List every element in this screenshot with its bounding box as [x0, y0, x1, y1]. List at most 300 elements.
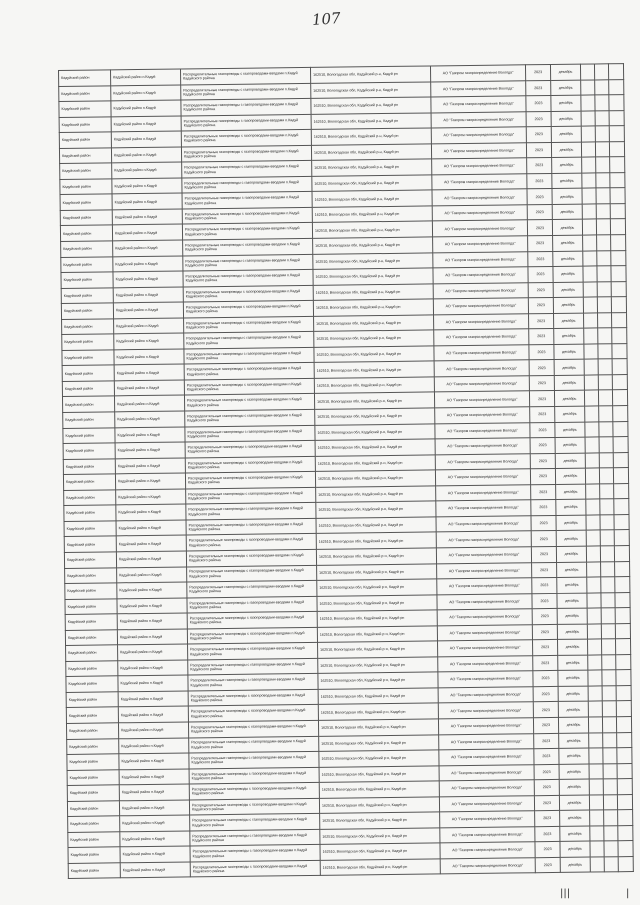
cell-empty: [583, 250, 597, 266]
cell-empty: [588, 655, 602, 671]
cell-empty: [596, 219, 610, 235]
cell-org: АО "Газпром газораспределение Вологда": [432, 220, 527, 237]
cell-year: 2023: [529, 313, 554, 329]
cell-locality: Кадуйский район п.Кадуй: [120, 815, 190, 831]
cell-org: АО "Газпром газораспределение Вологда": [435, 438, 530, 455]
cell-district: Кадуйский район: [62, 381, 114, 397]
cell-empty: [610, 188, 625, 204]
cell-month: декабрь: [558, 655, 588, 671]
cell-org: АО "Газпром газораспределение Вологда": [432, 189, 527, 206]
handwritten-page-number: 107: [311, 9, 342, 29]
cell-district: Кадуйский район: [64, 490, 116, 506]
cell-locality: Кадуйский район п.Кадуй: [117, 629, 187, 645]
cell-empty: [618, 856, 633, 872]
cell-empty: [616, 701, 631, 717]
cell-district: Кадуйский район: [59, 116, 111, 132]
cell-district: Кадуйский район: [61, 272, 113, 288]
cell-year: 2023: [530, 406, 555, 422]
cell-empty: [604, 826, 618, 842]
cell-object: Распределительные газопроводы с газопроводами-вводами п.Кадуй Кадуйского района: [182, 192, 312, 209]
cell-empty: [587, 624, 601, 640]
cell-year: 2023: [533, 655, 558, 671]
cell-empty: [597, 266, 611, 282]
cell-district: Кадуйский район: [66, 645, 118, 661]
cell-year: 2023: [533, 686, 558, 702]
cell-year: 2023: [526, 142, 551, 158]
cell-address: 162510, Вологодская обл, Кадуйский р-н, Кадуй рп: [317, 579, 437, 596]
cell-district: Кадуйский район: [62, 396, 114, 412]
cell-locality: Кадуйский район п.Кадуй: [115, 458, 185, 474]
cell-year: 2023: [534, 748, 559, 764]
cell-org: АО "Газпром газораспределение Вологда": [440, 842, 535, 859]
cell-month: декабрь: [554, 313, 584, 329]
cell-object: Распределительные газопроводы с газопроводами-вводами п.Кадуй Кадуйского района: [182, 207, 312, 224]
cell-district: Кадуйский район: [62, 319, 114, 335]
cell-month: декабрь: [560, 857, 590, 873]
cell-org: АО "Газпром газораспределение Вологда": [434, 360, 529, 377]
cell-empty: [598, 359, 612, 375]
cell-address: 162510, Вологодская обл, Кадуйский р-н, Кадуй рп: [318, 719, 438, 736]
cell-empty: [597, 297, 611, 313]
cell-locality: Кадуйский район п.Кадуй: [116, 520, 186, 536]
cell-object: Распределительные газопроводы с газопроводами-вводами п.Кадуй Кадуйского района: [187, 596, 317, 613]
cell-object: Распределительные газопроводы с газопроводами-вводами п.Кадуй Кадуйского района: [185, 472, 315, 489]
cell-object: Распределительные газопроводы с газопроводами-вводами п.Кадуй Кадуйского района: [190, 860, 320, 877]
cell-month: декабрь: [557, 608, 587, 624]
cell-locality: Кадуйский район п.Кадуй: [115, 473, 185, 489]
cell-org: АО "Газпром газораспределение Вологда": [438, 671, 533, 688]
cell-locality: Кадуйский район п.Кадуй: [111, 147, 181, 163]
cell-empty: [588, 670, 602, 686]
cell-empty: [586, 484, 600, 500]
cell-object: Распределительные газопроводы с газопроводами-вводами п.Кадуй Кадуйского района: [182, 161, 312, 178]
cell-month: декабрь: [553, 282, 583, 298]
cell-empty: [612, 390, 627, 406]
cell-object: Распределительные газопроводы с газопроводами-вводами п.Кадуй Кадуйского района: [188, 643, 318, 660]
cell-empty: [610, 204, 625, 220]
cell-locality: Кадуйский район п.Кадуй: [113, 271, 183, 287]
cell-locality: Кадуйский район п.Кадуй: [111, 85, 181, 101]
cell-locality: Кадуйский район п.Кадуй: [113, 240, 183, 256]
cell-empty: [611, 250, 626, 266]
cell-empty: [590, 826, 604, 842]
cell-empty: [581, 95, 595, 111]
cell-object: Распределительные газопроводы с газопроводами-вводами п.Кадуй Кадуйского района: [186, 534, 316, 551]
cell-org: АО "Газпром газораспределение Вологда": [440, 811, 535, 828]
cell-locality: Кадуйский район п.Кадуй: [119, 800, 189, 816]
cell-month: декабрь: [552, 204, 582, 220]
cell-year: 2023: [535, 842, 560, 858]
cell-month: декабрь: [554, 359, 584, 375]
cell-locality: Кадуйский район п.Кадуй: [112, 193, 182, 209]
cell-year: 2023: [532, 640, 557, 656]
cell-month: декабрь: [555, 406, 585, 422]
cell-district: Кадуйский район: [68, 832, 120, 848]
cell-month: декабрь: [551, 95, 581, 111]
cell-empty: [587, 577, 601, 593]
cell-org: АО "Газпром газораспределение Вологда": [436, 485, 531, 502]
cell-org: АО "Газпром газораспределение Вологда": [431, 80, 526, 97]
cell-empty: [604, 841, 618, 857]
cell-empty: [612, 328, 627, 344]
cell-month: декабрь: [558, 670, 588, 686]
cell-empty: [582, 157, 596, 173]
cell-object: Распределительные газопроводы с газопроводами-вводами п.Кадуй Кадуйского района: [188, 705, 318, 722]
cell-object: Распределительные газопроводы с газопроводами-вводами п.Кадуй Кадуйского района: [181, 145, 311, 162]
cell-org: АО "Газпром газораспределение Вологда": [433, 298, 528, 315]
cell-object: Распределительные газопроводы с газопроводами-вводами п.Кадуй Кадуйского района: [186, 487, 316, 504]
cell-object: Распределительные газопроводы с газопроводами-вводами п.Кадуй Кадуйского района: [184, 394, 314, 411]
cell-year: 2023: [526, 111, 551, 127]
cell-object: Распределительные газопроводы с газопроводами-вводами п.Кадуй Кадуйского района: [184, 363, 314, 380]
cell-empty: [580, 64, 594, 80]
cell-month: декабрь: [560, 841, 590, 857]
cell-empty: [584, 390, 598, 406]
cell-empty: [603, 748, 617, 764]
cell-object: Распределительные газопроводы с газопроводами-вводами п.Кадуй Кадуйского района: [183, 285, 313, 302]
cell-address: 162510, Вологодская обл, Кадуйский р-н, Кадуй рп: [310, 66, 430, 83]
cell-empty: [618, 841, 633, 857]
cell-district: Кадуйский район: [65, 614, 117, 630]
cell-object: Распределительные газопроводы с газопроводами-вводами п.Кадуй Кадуйского района: [183, 301, 313, 318]
cell-year: 2023: [532, 609, 557, 625]
cell-empty: [616, 654, 631, 670]
cell-locality: Кадуйский район п.Кадуй: [118, 644, 188, 660]
cell-district: Кадуйский район: [67, 754, 119, 770]
cell-locality: Кадуйский район п.Кадуй: [111, 116, 181, 132]
cell-empty: [589, 764, 603, 780]
cell-district: Кадуйский район: [67, 769, 119, 785]
cell-year: 2023: [532, 624, 557, 640]
cell-district: Кадуйский район: [66, 676, 118, 692]
cell-district: Кадуйский район: [65, 630, 117, 646]
cell-org: АО "Газпром газораспределение Вологда": [436, 531, 531, 548]
cell-month: декабрь: [557, 593, 587, 609]
cell-object: Распределительные газопроводы с газопроводами-вводами п.Кадуй Кадуйского района: [186, 518, 316, 535]
cell-year: 2023: [531, 515, 556, 531]
cell-address: 162510, Вологодская обл, Кадуйский р-н, Кадуй рп: [315, 439, 435, 456]
cell-month: декабрь: [551, 111, 581, 127]
cell-empty: [597, 250, 611, 266]
cell-month: декабрь: [559, 748, 589, 764]
cell-district: Кадуйский район: [64, 536, 116, 552]
cell-object: Распределительные газопроводы с газопроводами-вводами п.Кадуй Кадуйского района: [184, 347, 314, 364]
cell-district: Кадуйский район: [63, 474, 115, 490]
cell-empty: [615, 608, 630, 624]
cell-year: 2023: [533, 671, 558, 687]
cell-object: Распределительные газопроводы с газопроводами-вводами п.Кадуй Кадуйского района: [190, 814, 320, 831]
cell-address: 162510, Вологодская обл, Кадуйский р-н, Кадуй рп: [311, 113, 431, 130]
cell-month: декабрь: [557, 639, 587, 655]
cell-empty: [590, 857, 604, 873]
cell-year: 2023: [530, 453, 555, 469]
cell-year: 2023: [532, 593, 557, 609]
gas-network-table: [58, 63, 634, 879]
cell-month: декабрь: [556, 546, 586, 562]
cell-month: декабрь: [551, 142, 581, 158]
cell-empty: [603, 779, 617, 795]
cell-address: 162510, Вологодская обл, Кадуйский р-н, Кадуй рп: [317, 595, 437, 612]
cell-empty: [585, 421, 599, 437]
cell-district: Кадуйский район: [68, 816, 120, 832]
cell-empty: [603, 732, 617, 748]
cell-district: Кадуйский район: [66, 692, 118, 708]
cell-month: декабрь: [557, 577, 587, 593]
cell-year: 2023: [528, 267, 553, 283]
cell-empty: [581, 142, 595, 158]
document-table-sheet: [58, 63, 632, 874]
cell-empty: [609, 95, 624, 111]
cell-empty: [600, 484, 614, 500]
cell-empty: [601, 608, 615, 624]
cell-object: Распределительные газопроводы с газопроводами-вводами п.Кадуй Кадуйского района: [188, 720, 318, 737]
cell-org: АО "Газпром газораспределение Вологда": [438, 687, 533, 704]
cell-object: Распределительные газопроводы с газопроводами-вводами п.Кадуй Кадуйского района: [184, 332, 314, 349]
cell-locality: Кадуйский район п.Кадуй: [115, 442, 185, 458]
cell-month: декабрь: [555, 437, 585, 453]
cell-year: 2023: [526, 80, 551, 96]
cell-org: АО "Газпром газораспределение Вологда": [439, 764, 534, 781]
cell-locality: Кадуйский район п.Кадуй: [112, 224, 182, 240]
cell-address: 162510, Вологодская обл, Кадуйский р-н, Кадуй рп: [314, 377, 434, 394]
cell-empty: [595, 142, 609, 158]
cell-empty: [585, 437, 599, 453]
cell-locality: Кадуйский район п.Кадуй: [113, 302, 183, 318]
cell-empty: [581, 111, 595, 127]
cell-month: декабрь: [553, 297, 583, 313]
cell-org: АО "Газпром газораспределение Вологда": [433, 267, 528, 284]
cell-empty: [582, 204, 596, 220]
cell-address: 162510, Вологодская обл, Кадуйский р-н, Кадуй рп: [316, 517, 436, 534]
cell-empty: [586, 546, 600, 562]
cell-month: декабрь: [559, 764, 589, 780]
cell-locality: Кадуйский район п.Кадуй: [119, 769, 189, 785]
cell-empty: [604, 857, 618, 873]
cell-address: 162510, Вологодская обл, Кадуйский р-н, Кадуй рп: [319, 781, 439, 798]
cell-address: 162510, Вологодская обл, Кадуйский р-н, Кадуй рп: [315, 424, 435, 441]
cell-year: 2023: [533, 717, 558, 733]
cell-locality: Кадуйский район п.Кадуй: [113, 256, 183, 272]
cell-locality: Кадуйский район п.Кадуй: [111, 131, 181, 147]
cell-empty: [616, 685, 631, 701]
cell-empty: [601, 577, 615, 593]
cell-org: АО "Газпром газораспределение Вологда": [433, 282, 528, 299]
cell-object: Распределительные газопроводы с газопроводами-вводами п.Кадуй Кадуйского района: [181, 114, 311, 131]
cell-year: 2023: [533, 702, 558, 718]
cell-year: 2023: [530, 422, 555, 438]
cell-empty: [601, 592, 615, 608]
cell-empty: [615, 623, 630, 639]
cell-org: АО "Газпром газораспределение Вологда": [431, 96, 526, 113]
cell-object: Распределительные газопроводы с газопроводами-вводами п.Кадуй Кадуйского района: [182, 223, 312, 240]
cell-org: АО "Газпром газораспределение Вологда": [432, 174, 527, 191]
cell-month: декабрь: [554, 344, 584, 360]
cell-object: Распределительные газопроводы с газопроводами-вводами п.Кадуй Кадуйского района: [185, 425, 315, 442]
cell-empty: [589, 732, 603, 748]
cell-district: Кадуйский район: [61, 241, 113, 257]
cell-object: Распределительные газопроводы с газопроводами-вводами п.Кадуй Кадуйского района: [189, 767, 319, 784]
cell-org: АО "Газпром газораспределение Вологда": [438, 640, 533, 657]
cell-address: 162510, Вологодская обл, Кадуйский р-н, Кадуй рп: [320, 812, 440, 829]
cell-address: 162510, Вологодская обл, Кадуйский р-н, Кадуй рп: [319, 750, 439, 767]
cell-district: Кадуйский район: [67, 801, 119, 817]
cell-empty: [594, 64, 608, 80]
cell-district: Кадуйский район: [61, 303, 113, 319]
cell-year: 2023: [535, 811, 560, 827]
cell-empty: [614, 530, 629, 546]
cell-address: 162510, Вологодская обл, Кадуйский р-н, Кадуй рп: [320, 859, 440, 876]
cell-empty: [613, 406, 628, 422]
cell-org: АО "Газпром газораспределение Вологда": [438, 656, 533, 673]
cell-address: 162510, Вологодская обл, Кадуйский р-н, Кадуй рп: [312, 190, 432, 207]
cell-org: АО "Газпром газораспределение Вологда": [436, 500, 531, 517]
cell-address: 162510, Вологодская обл, Кадуйский р-н, Кадуй рп: [313, 237, 433, 254]
cell-district: Кадуйский район: [60, 179, 112, 195]
cell-object: Распределительные газопроводы с газопроводами-вводами п.Кадуй Кадуйского района: [181, 83, 311, 100]
cell-address: 162510, Вологодская обл, Кадуйский р-н, Кадуй рп: [315, 455, 435, 472]
cell-year: 2023: [529, 344, 554, 360]
cell-month: декабрь: [558, 717, 588, 733]
cell-district: Кадуйский район: [66, 661, 118, 677]
cell-address: 162510, Вологодская обл, Кадуйский р-н, Кадуй рп: [317, 626, 437, 643]
cell-empty: [598, 313, 612, 329]
cell-district: Кадуйский район: [59, 70, 111, 86]
cell-district: Кадуйский район: [67, 738, 119, 754]
cell-locality: Кадуйский район п.Кадуй: [119, 753, 189, 769]
cell-district: Кадуйский район: [59, 85, 111, 101]
cell-locality: Кадуйский район п.Кадуй: [114, 318, 184, 334]
cell-empty: [612, 375, 627, 391]
cell-locality: Кадуйский район п.Кадуй: [112, 162, 182, 178]
cell-empty: [583, 297, 597, 313]
cell-locality: Кадуйский район п.Кадуй: [111, 69, 181, 85]
cell-year: 2023: [529, 360, 554, 376]
cell-object: Распределительные газопроводы с газопроводами-вводами п.Кадуй Кадуйского района: [185, 409, 315, 426]
cell-month: декабрь: [550, 64, 580, 80]
cell-locality: Кадуйский район п.Кадуй: [115, 411, 185, 427]
cell-org: АО "Газпром газораспределение Вологда": [434, 329, 529, 346]
cell-object: Распределительные газопроводы с газопроводами-вводами п.Кадуй Кадуйского района: [184, 316, 314, 333]
cell-district: Кадуйский район: [62, 350, 114, 366]
cell-empty: [602, 701, 616, 717]
cell-address: 162510, Вологодская обл, Кадуйский р-н, Кадуй рп: [318, 657, 438, 674]
cell-empty: [615, 639, 630, 655]
cell-address: 162510, Вологодская обл, Кадуйский р-н, Кадуй рп: [312, 159, 432, 176]
cell-year: 2023: [525, 64, 550, 80]
cell-empty: [602, 717, 616, 733]
cell-empty: [611, 281, 626, 297]
cell-org: АО "Газпром газораспределение Вологда": [435, 407, 530, 424]
cell-object: Распределительные газопроводы с газопроводами-вводами п.Кадуй Кадуйского района: [187, 565, 317, 582]
cell-year: 2023: [527, 189, 552, 205]
cell-address: 162510, Вологодская обл, Кадуйский р-н, Кадуй рп: [311, 144, 431, 161]
cell-locality: Кадуйский район п.Кадуй: [118, 660, 188, 676]
cell-locality: Кадуйский район п.Кадуй: [114, 349, 184, 365]
cell-org: АО "Газпром газораспределение Вологда": [439, 780, 534, 797]
cell-year: 2023: [529, 329, 554, 345]
cell-locality: Кадуйский район п.Кадуй: [118, 691, 188, 707]
cell-empty: [595, 126, 609, 142]
cell-org: АО "Газпром газораспределение Вологда": [437, 593, 532, 610]
cell-org: АО "Газпром газораспределение Вологда": [435, 469, 530, 486]
cell-empty: [596, 188, 610, 204]
cell-object: Распределительные газопроводы с газопроводами-вводами п.Кадуй Кадуйского района: [186, 549, 316, 566]
cell-empty: [599, 437, 613, 453]
cell-org: АО "Газпром газораспределение Вологда": [439, 749, 534, 766]
cell-object: Распределительные газопроводы с газопроводами-вводами п.Кадуй Кадуйского района: [188, 658, 318, 675]
cell-empty: [587, 592, 601, 608]
cell-year: 2023: [532, 577, 557, 593]
cell-empty: [585, 453, 599, 469]
cell-locality: Кадуйский район п.Кадуй: [112, 178, 182, 194]
cell-empty: [596, 173, 610, 189]
cell-address: 162510, Вологодская обл, Кадуйский р-н, Кадуй рп: [315, 470, 435, 487]
cell-empty: [609, 110, 624, 126]
cell-year: 2023: [527, 158, 552, 174]
cell-district: Кадуйский район: [60, 194, 112, 210]
cell-object: Распределительные газопроводы с газопроводами-вводами п.Кадуй Кадуйского района: [187, 580, 317, 597]
cell-empty: [585, 468, 599, 484]
cell-empty: [587, 639, 601, 655]
cell-empty: [584, 313, 598, 329]
cell-year: 2023: [534, 795, 559, 811]
cell-year: 2023: [530, 469, 555, 485]
cell-district: Кадуйский район: [64, 521, 116, 537]
cell-empty: [586, 530, 600, 546]
cell-empty: [614, 514, 629, 530]
cell-month: декабрь: [559, 733, 589, 749]
cell-address: 162510, Вологодская обл, Кадуйский р-н, Кадуй рп: [318, 703, 438, 720]
cell-empty: [596, 157, 610, 173]
cell-district: Кадуйский район: [63, 443, 115, 459]
cell-empty: [590, 841, 604, 857]
cell-address: 162510, Вологодская обл, Кадуйский р-н, Кадуй рп: [311, 97, 431, 114]
cell-district: Кадуйский район: [62, 365, 114, 381]
cell-year: 2023: [534, 764, 559, 780]
cell-object: Распределительные газопроводы с газопроводами-вводами п.Кадуй Кадуйского района: [190, 845, 320, 862]
cell-month: декабрь: [555, 453, 585, 469]
cell-district: Кадуйский район: [63, 427, 115, 443]
cell-locality: Кадуйский район п.Кадуй: [119, 784, 189, 800]
cell-year: 2023: [531, 546, 556, 562]
cell-month: декабрь: [557, 624, 587, 640]
cell-empty: [617, 794, 632, 810]
cell-empty: [604, 810, 618, 826]
cell-empty: [608, 64, 623, 80]
cell-empty: [609, 126, 624, 142]
cell-org: АО "Газпром газораспределение Вологда": [438, 702, 533, 719]
cell-address: 162510, Вологодская обл, Кадуйский р-н, Кадуй рп: [313, 268, 433, 285]
cell-district: Кадуйский район: [65, 598, 117, 614]
cell-empty: [599, 452, 613, 468]
cell-year: 2023: [534, 780, 559, 796]
cell-month: декабрь: [555, 468, 585, 484]
cell-empty: [602, 670, 616, 686]
cell-empty: [584, 375, 598, 391]
cell-year: 2023: [531, 484, 556, 500]
cell-address: 162510, Вологодская обл, Кадуйский р-н, Кадуй рп: [316, 532, 436, 549]
cell-org: АО "Газпром газораспределение Вологда": [433, 236, 528, 253]
cell-locality: Кадуйский район п.Кадуй: [117, 598, 187, 614]
cell-locality: Кадуйский район п.Кадуй: [116, 489, 186, 505]
cell-address: 162510, Вологодская обл, Кадуйский р-н, Кадуй рп: [314, 330, 434, 347]
cell-year: 2023: [529, 391, 554, 407]
cell-address: 162510, Вологодская обл, Кадуйский р-н, Кадуй рп: [316, 501, 436, 518]
cell-object: Распределительные газопроводы с газопроводами-вводами п.Кадуй Кадуйского района: [182, 176, 312, 193]
cell-month: декабрь: [556, 515, 586, 531]
cell-org: АО "Газпром газораспределение Вологда": [431, 143, 526, 160]
cell-address: 162510, Вологодская обл, Кадуйский р-н, Кадуй рп: [315, 408, 435, 425]
